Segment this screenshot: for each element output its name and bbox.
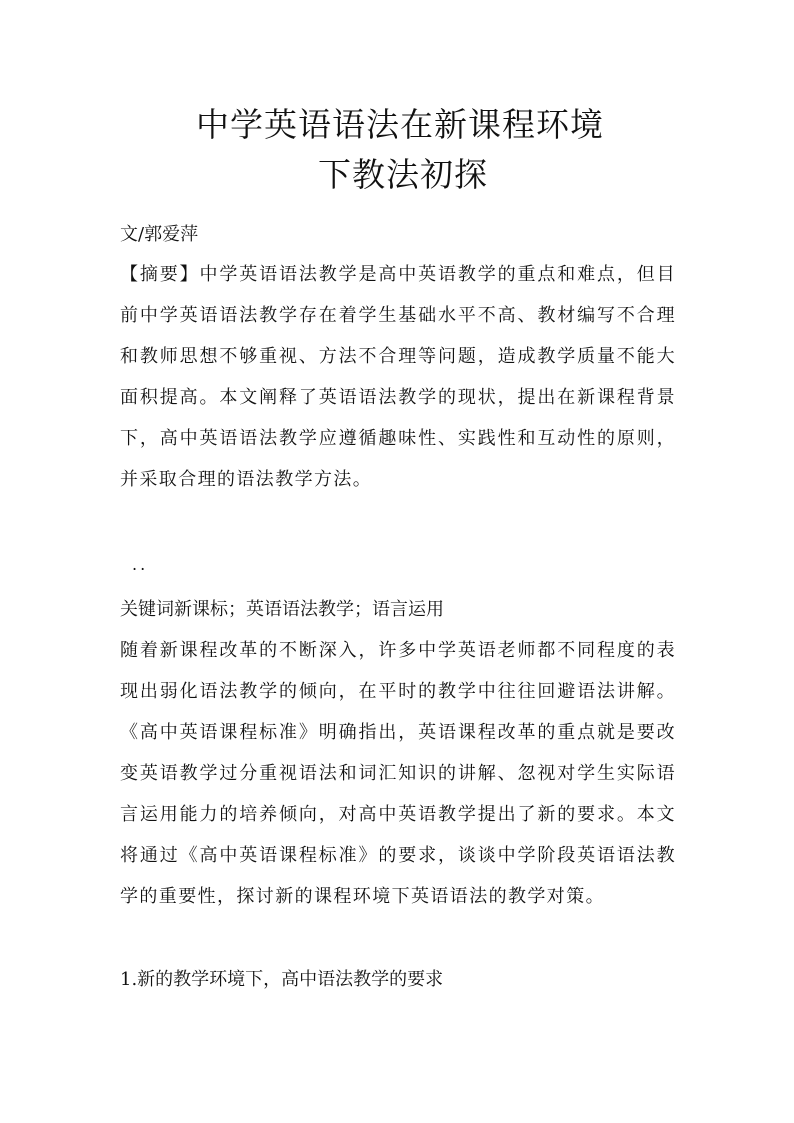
separator-dots: .. bbox=[132, 555, 149, 574]
abstract-paragraph: 【摘要】中学英语语法教学是高中英语教学的重点和难点，但目前中学英语语法教学存在着学生基础水平不高、教材编写不合理和教师思想不够重视、方法不合理等问题，造成教学质量不能大面积提高。本文阐释了英语语法教学的现状，提出在新课程背景下，高中英语语法教学应遵循趣味性、实践性和互动性的原则，并采取合理的语法教学方法。 bbox=[120, 264, 676, 490]
document-title bbox=[120, 100, 680, 200]
intro-paragraph: 随着新课程改革的不断深入，许多中学英语老师都不同程度的表现出弱化语法教学的倾向，在平时的教学中往往回避语法讲解。《高中英语课程标准》明确指出，英语课程改革的重点就是要改变英语教学过分重视语法和词汇知识的讲解、忽视对学生实际语言运用能力的培养倾向，对高中英语教学提出了新的要求。本文将通过《高中英语课程标准》的要求，谈谈中学阶段英语语法教学的重要性，探讨新的课程环境下英语语法的教学对策。 bbox=[120, 640, 676, 907]
author-line: 文/郭爱萍 bbox=[120, 224, 199, 245]
title-line-1: 中学英语语法在新课程环境 bbox=[196, 105, 604, 144]
title-line-2: 下教法初探 bbox=[318, 155, 488, 194]
keywords-line: 关键词新课标；英语语法教学；语言运用 bbox=[120, 599, 444, 620]
section-heading-1: 1.新的教学环境下，高中语法教学的要求 bbox=[120, 969, 444, 990]
